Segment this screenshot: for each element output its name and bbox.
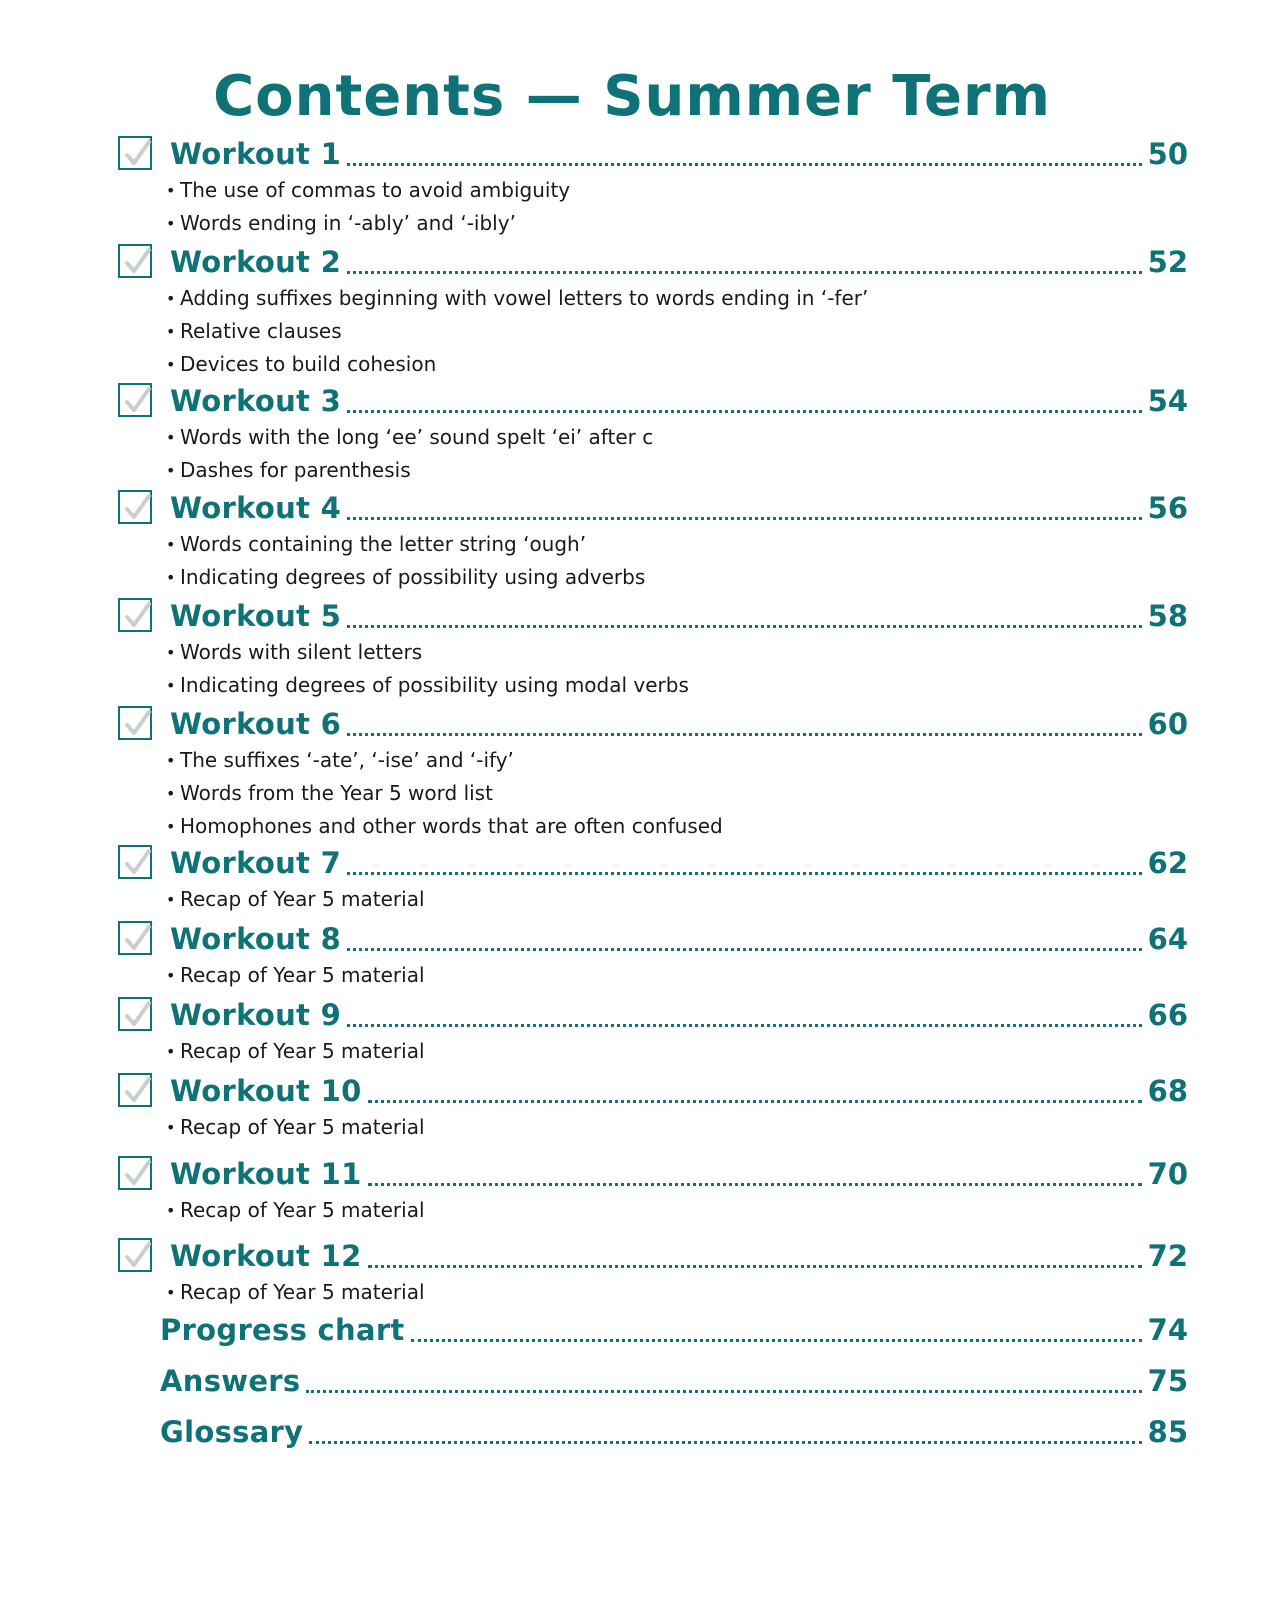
page-number: 70	[1147, 1157, 1188, 1191]
page-number: 56	[1147, 491, 1188, 525]
check-mark-icon	[122, 1241, 152, 1271]
topic-item: • Recap of Year 5 material	[164, 1035, 1188, 1068]
workout-entry	[118, 995, 1188, 1068]
page-number: 66	[1147, 998, 1188, 1032]
workout-entry	[118, 488, 1188, 594]
topic-item: • Words with silent letters	[164, 636, 1188, 669]
entry-title[interactable]: Progress chart	[160, 1313, 405, 1347]
check-mark-icon	[122, 247, 152, 277]
check-mark-icon	[122, 386, 152, 416]
dot-leader	[347, 948, 1142, 951]
topic-item: • Devices to build cohesion	[164, 348, 1188, 381]
check-mark-icon	[122, 139, 152, 169]
checkbox[interactable]	[118, 598, 152, 632]
workout-title[interactable]: Workout 3	[170, 384, 342, 418]
entry-title[interactable]: Glossary	[160, 1415, 304, 1449]
workout-title[interactable]: Workout 2	[170, 245, 342, 279]
topic-item: • Words containing the letter string ‘ough’	[164, 528, 1188, 561]
topic-item: • Relative clauses	[164, 315, 1188, 348]
topic-item: • Recap of Year 5 material	[164, 1194, 1188, 1227]
dot-leader	[347, 271, 1142, 274]
workout-title[interactable]: Workout 12	[170, 1239, 362, 1273]
topic-item: • Recap of Year 5 material	[164, 1111, 1188, 1144]
workout-title[interactable]: Workout 10	[170, 1074, 362, 1108]
dot-leader	[368, 1183, 1142, 1186]
topic-item: • Homophones and other words that are often confused	[164, 810, 1188, 843]
workout-entry	[118, 843, 1188, 916]
answers-entry	[160, 1361, 1188, 1401]
topic-item: • Recap of Year 5 material	[164, 1276, 1188, 1309]
workout-title[interactable]: Workout 7	[170, 846, 342, 880]
topic-item: • Recap of Year 5 material	[164, 883, 1188, 916]
workout-entry	[118, 381, 1188, 487]
checkbox[interactable]	[118, 845, 152, 879]
check-mark-icon	[122, 709, 152, 739]
workout-entry	[118, 704, 1188, 843]
checkbox[interactable]	[118, 1156, 152, 1190]
page-number: 75	[1147, 1364, 1188, 1398]
dot-leader	[347, 733, 1142, 736]
check-mark-icon	[122, 601, 152, 631]
page-number: 58	[1147, 599, 1188, 633]
dot-leader	[347, 1024, 1142, 1027]
workout-entry	[118, 919, 1188, 992]
page-number: 72	[1147, 1239, 1188, 1273]
check-mark-icon	[122, 1076, 152, 1106]
workout-title[interactable]: Workout 8	[170, 922, 342, 956]
checkbox[interactable]	[118, 383, 152, 417]
dot-leader	[347, 410, 1142, 413]
workout-entry	[118, 1236, 1188, 1309]
dot-leader	[347, 163, 1142, 166]
topic-item: • Words from the Year 5 word list	[164, 777, 1188, 810]
page-number: 60	[1147, 707, 1188, 741]
topic-item: • The suffixes ‘-ate’, ‘-ise’ and ‘-ify’	[164, 744, 1188, 777]
workout-title[interactable]: Workout 11	[170, 1157, 362, 1191]
dot-leader	[309, 1441, 1141, 1444]
page-number: 52	[1147, 245, 1188, 279]
page-number: 85	[1147, 1415, 1188, 1449]
checkbox[interactable]	[118, 706, 152, 740]
topic-item: • Recap of Year 5 material	[164, 959, 1188, 992]
checkbox[interactable]	[118, 136, 152, 170]
check-mark-icon	[122, 1159, 152, 1189]
workout-entry	[118, 1154, 1188, 1227]
page-number: 62	[1147, 846, 1188, 880]
page-number: 50	[1147, 137, 1188, 171]
check-mark-icon	[122, 848, 152, 878]
workout-title[interactable]: Workout 5	[170, 599, 342, 633]
checkbox[interactable]	[118, 490, 152, 524]
topic-item: • Adding suffixes beginning with vowel letters to words ending in ‘-fer’	[164, 282, 1188, 315]
entry-title[interactable]: Answers	[160, 1364, 301, 1398]
workout-title[interactable]: Workout 4	[170, 491, 342, 525]
dot-leader	[347, 872, 1142, 875]
dot-leader	[368, 1265, 1142, 1268]
check-mark-icon	[122, 1000, 152, 1030]
page-number: 54	[1147, 384, 1188, 418]
checkbox[interactable]	[118, 244, 152, 278]
topic-item: • Words with the long ‘ee’ sound spelt ‘ei’ after c	[164, 421, 1188, 454]
topic-item: • Indicating degrees of possibility using adverbs	[164, 561, 1188, 594]
workout-title[interactable]: Workout 1	[170, 137, 342, 171]
page-title: Contents — Summer Term	[213, 64, 1051, 129]
check-mark-icon	[122, 924, 152, 954]
page-number: 68	[1147, 1074, 1188, 1108]
workout-entry	[118, 1071, 1188, 1144]
page-number: 64	[1147, 922, 1188, 956]
workout-title[interactable]: Workout 6	[170, 707, 342, 741]
page-number: 74	[1147, 1313, 1188, 1347]
dot-leader	[347, 625, 1142, 628]
checkbox[interactable]	[118, 1073, 152, 1107]
topic-item: • Words ending in ‘-ably’ and ‘-ibly’	[164, 207, 1188, 240]
glossary-entry	[160, 1412, 1188, 1452]
dot-leader	[347, 517, 1142, 520]
topic-item: • Dashes for parenthesis	[164, 454, 1188, 487]
workout-entry	[118, 242, 1188, 381]
workout-title[interactable]: Workout 9	[170, 998, 342, 1032]
workout-entry	[118, 596, 1188, 702]
workout-entry	[118, 134, 1188, 240]
checkbox[interactable]	[118, 1238, 152, 1272]
dot-leader	[368, 1100, 1142, 1103]
check-mark-icon	[122, 493, 152, 523]
dot-leader	[306, 1390, 1141, 1393]
checkbox[interactable]	[118, 997, 152, 1031]
checkbox[interactable]	[118, 921, 152, 955]
topic-item: • The use of commas to avoid ambiguity	[164, 174, 1188, 207]
progress-chart-entry	[160, 1310, 1188, 1350]
topic-item: • Indicating degrees of possibility using modal verbs	[164, 669, 1188, 702]
dot-leader	[411, 1339, 1142, 1342]
